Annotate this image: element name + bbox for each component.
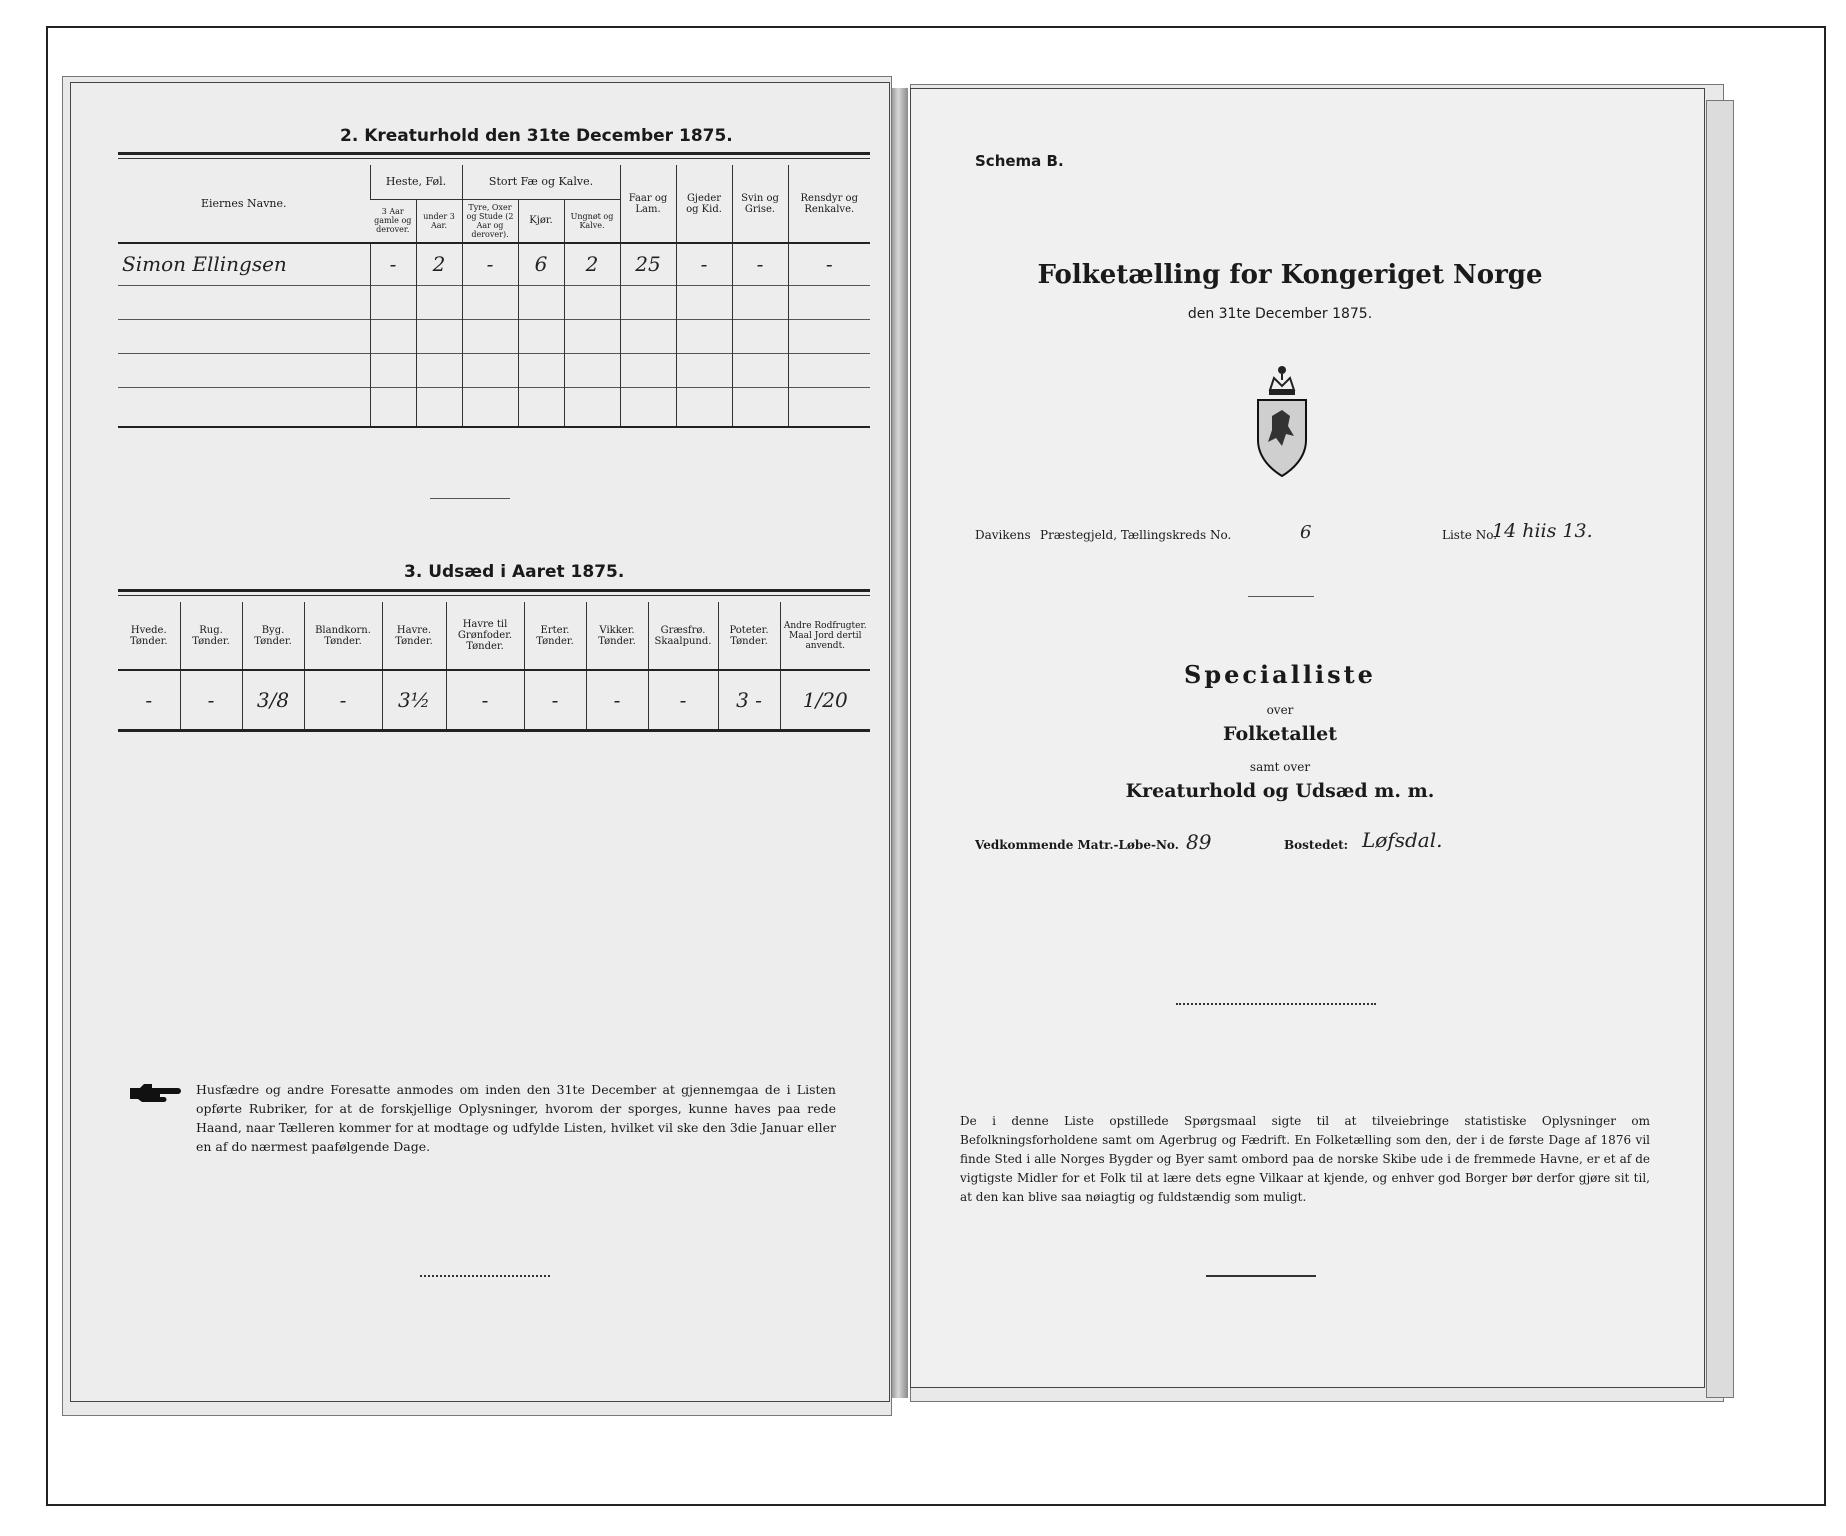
liste-number: 14 hiis 13. [1492, 520, 1593, 542]
notice-text: Husfædre og andre Foresatte anmodes om inden den 31te December at gjennemgaa de i Listen opførte Rubriker, for at de forskjellige Oplysninger, hvorom der sporges, kunne haves paa rede Haand, naar Tælleren kommer for at modtage og udfylde Listen, hvilket vil ske den 3die Januar eller en af do nærmest paafølgende Dage. [196, 1082, 836, 1154]
horses-young-header: under 3 Aar. [416, 199, 462, 243]
pigs-header: Svin og Grise. [732, 165, 788, 243]
schema-label: Schema B. [975, 152, 1064, 170]
sheep-cell: 25 [620, 243, 676, 285]
page-stack-edge-right-2 [1706, 100, 1734, 1398]
potatoes-header: Poteter. Tønder. [718, 602, 780, 670]
reindeer-cell: - [788, 243, 870, 285]
other-roots-cell: 1/20 [780, 670, 870, 730]
wheat-header: Hvede. Tønder. [129, 624, 168, 647]
potatoes-cell: 3 - [718, 670, 780, 730]
young-cattle-cell: 2 [564, 243, 620, 285]
mixed-grain-header: Blandkorn. Tønder. [304, 602, 382, 670]
horses-old-cell: - [370, 243, 416, 285]
pointing-hand-icon [128, 1080, 184, 1108]
document-title: Folketælling for Kongeriget Norge [1037, 260, 1543, 290]
empty-row [118, 285, 870, 319]
left-bottom-divider [420, 1275, 550, 1277]
specialliste-title: Specialliste [1184, 660, 1376, 689]
rye-header: Rug. Tønder. [180, 602, 242, 670]
district-number: 6 [1300, 522, 1312, 543]
reindeer-header: Rensdyr og Renkalve. [788, 165, 870, 243]
owner-name-cell: Simon Ellingsen [122, 252, 287, 277]
livestock-table [118, 165, 870, 428]
seed-title: 3. Udsæd i Aaret 1875. [404, 562, 625, 582]
peas-cell: - [524, 670, 586, 730]
barley-header: Byg. Tønder. [242, 602, 304, 670]
seed-table-top-rule [118, 589, 870, 592]
vetch-header: Vikker. Tønder. [586, 602, 648, 670]
folketallet-title: Folketallet [1223, 723, 1337, 745]
mixed-grain-cell: - [304, 670, 382, 730]
wheat-cell: - [145, 688, 153, 713]
young-cattle-header: Ungnøt og Kalve. [564, 199, 620, 243]
matr-number: 89 [1186, 830, 1212, 854]
livestock-table-top-rule [118, 152, 870, 155]
oats-cell: 3½ [382, 670, 446, 730]
oats-header: Havre. Tønder. [382, 602, 446, 670]
horses-young-cell: 2 [416, 243, 462, 285]
bulls-cell: - [462, 243, 518, 285]
empty-row [118, 319, 870, 353]
fodder-oats-header: Havre til Grønfoder. Tønder. [446, 602, 524, 670]
horses-group-header: Heste, Føl. [370, 165, 462, 199]
livestock-table-top-rule-2 [118, 158, 870, 159]
document-date: den 31te December 1875. [1187, 306, 1373, 322]
grass-seed-cell: - [648, 670, 718, 730]
right-divider-3 [1206, 1275, 1316, 1277]
grass-seed-header: Græsfrø. Skaalpund. [648, 602, 718, 670]
book-spine [892, 88, 908, 1398]
empty-row [118, 387, 870, 427]
kreaturhold-title: Kreaturhold og Udsæd m. m. [1125, 780, 1435, 802]
cows-header: Kjør. [518, 199, 564, 243]
over-text-1: over [1266, 703, 1294, 717]
barley-cell: 3/8 [242, 670, 304, 730]
bosted-value: Løfsdal. [1362, 828, 1443, 852]
bosted-label: Bostedet: [1284, 838, 1349, 852]
empty-row [118, 353, 870, 387]
cattle-group-header: Stort Fæ og Kalve. [462, 165, 620, 199]
owner-name-header: Eiernes Navne. [200, 197, 287, 210]
livestock-title: 2. Kreaturhold den 31te December 1875. [340, 126, 733, 146]
peas-header: Erter. Tønder. [524, 602, 586, 670]
other-roots-header: Andre Rodfrugter. Maal Jord dertil anvendt. [780, 602, 870, 670]
rye-cell: - [180, 670, 242, 730]
cows-cell: 6 [518, 243, 564, 285]
pigs-cell: - [732, 243, 788, 285]
fodder-oats-cell: - [446, 670, 524, 730]
goats-cell: - [676, 243, 732, 285]
right-divider-1 [1248, 596, 1314, 597]
sheep-header: Faar og Lam. [620, 165, 676, 243]
liste-label: Liste No. [1442, 528, 1498, 542]
seed-table-top-rule-2 [118, 595, 870, 596]
goats-header: Gjeder og Kid. [676, 165, 732, 243]
vetch-cell: - [586, 670, 648, 730]
horses-old-header: 3 Aar gamle og derover. [374, 207, 412, 235]
matr-label: Vedkommende Matr.-Løbe-No. [975, 838, 1179, 852]
section-divider [430, 498, 510, 499]
footer-text: De i denne Liste opstillede Spørgsmaal sigte til at tilveiebringe statistiske Oplysninger om Befolkningsforholdene samt om Agerbrug og Fædrift. En Folketælling som den, der i de første Dage af 1876 vil finde Sted i alle Norges Bygder og Byer samt ombord paa de norske Skibe ude i de fremmede Havne, er et af de vigtigste Midler for et Folk til at lære dets egne Vilkaar at kjende, og enhver god Borger bør derfor gjøre sit til, at den kan blive saa nøiagtig og fuldstændig som muligt. [960, 1114, 1650, 1204]
district-prefix: Davikens [975, 528, 1031, 542]
coat-of-arms-icon [1252, 360, 1312, 486]
bulls-header: Tyre, Oxer og Stude (2 Aar og derover). [462, 199, 518, 243]
samt-over-text: samt over [1249, 760, 1311, 774]
right-divider-2 [1176, 1003, 1376, 1005]
seed-table [118, 602, 870, 732]
district-label: Præstegjeld, Tællingskreds No. [1040, 528, 1232, 542]
